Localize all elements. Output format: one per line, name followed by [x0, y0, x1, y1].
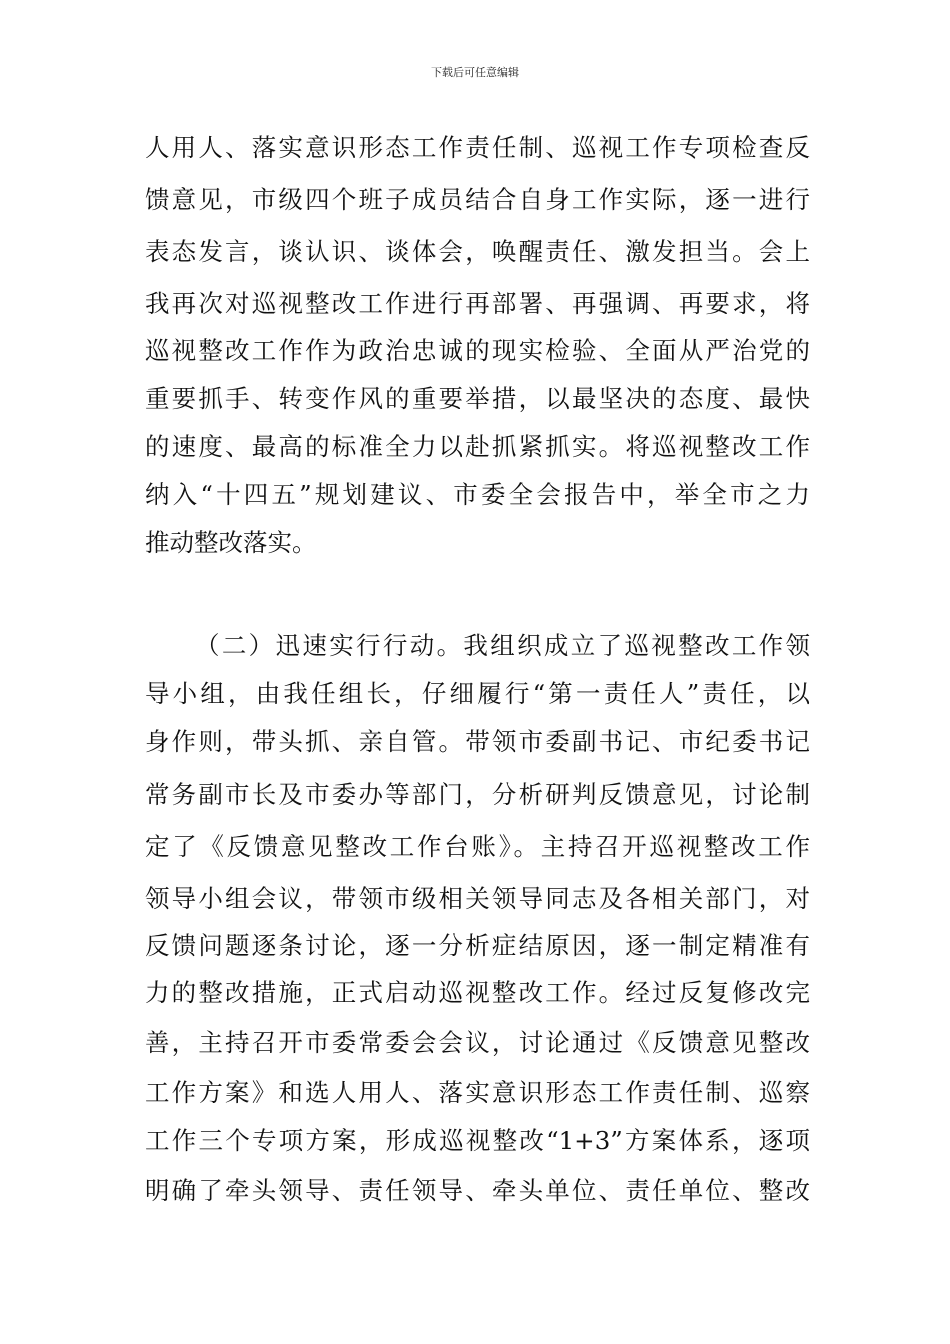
paragraph-2-line: 常务副市长及市委办等部门，分析研判反馈意见，讨论制 — [145, 780, 810, 809]
paragraph-2-line: 反馈问题逐条讨论，逐一分析症结原因，逐一制定精准有 — [145, 931, 810, 960]
paragraph-1-line: 纳入“十四五”规划建议、市委全会报告中，举全市之力 — [145, 480, 810, 509]
paragraph-1-line: 表态发言，谈认识、谈体会，唤醒责任、激发担当。会上 — [145, 237, 810, 266]
paragraph-2-line: 身作则，带头抓、亲自管。带领市委副书记、市纪委书记 — [145, 727, 810, 756]
paragraph-1-line: 推动整改落实。 — [145, 528, 317, 557]
page-header: 下载后可任意编辑 — [431, 66, 519, 79]
paragraph-1-line: 馈意见，市级四个班子成员结合自身工作实际，逐一进行 — [145, 185, 810, 214]
paragraph-2-line: 善，主持召开市委常委会会议，讨论通过《反馈意见整改 — [145, 1028, 810, 1057]
paragraph-1-line: 重要抓手、转变作风的重要举措，以最坚决的态度、最快 — [145, 384, 810, 413]
paragraph-1-line: 我再次对巡视整改工作进行再部署、再强调、再要求，将 — [145, 289, 810, 318]
paragraph-2-line: 力的整改措施，正式启动巡视整改工作。经过反复修改完 — [145, 978, 810, 1007]
paragraph-2-line: 领导小组会议，带领市级相关领导同志及各相关部门，对 — [145, 884, 810, 913]
paragraph-2-line: 工作方案》和选人用人、落实意识形态工作责任制、巡察 — [145, 1078, 810, 1107]
paragraph-1-line: 的速度、最高的标准全力以赴抓紧抓实。将巡视整改工作 — [145, 432, 810, 461]
paragraph-2-line: 工作三个专项方案，形成巡视整改“1+3”方案体系，逐项 — [145, 1126, 810, 1155]
paragraph-2-line: 明确了牵头领导、责任领导、牵头单位、责任单位、整改 — [145, 1176, 810, 1205]
paragraph-2-line: 定了《反馈意见整改工作台账》。主持召开巡视整改工作 — [145, 832, 810, 861]
paragraph-1-line: 巡视整改工作作为政治忠诚的现实检验、全面从严治党的 — [145, 336, 810, 365]
paragraph-2-line: （二）迅速实行行动。我组织成立了巡视整改工作领 — [195, 631, 810, 660]
paragraph-2-line: 导小组，由我任组长，仔细履行“第一责任人”责任，以 — [145, 679, 810, 708]
paragraph-1-line: 人用人、落实意识形态工作责任制、巡视工作专项检查反 — [145, 133, 810, 162]
